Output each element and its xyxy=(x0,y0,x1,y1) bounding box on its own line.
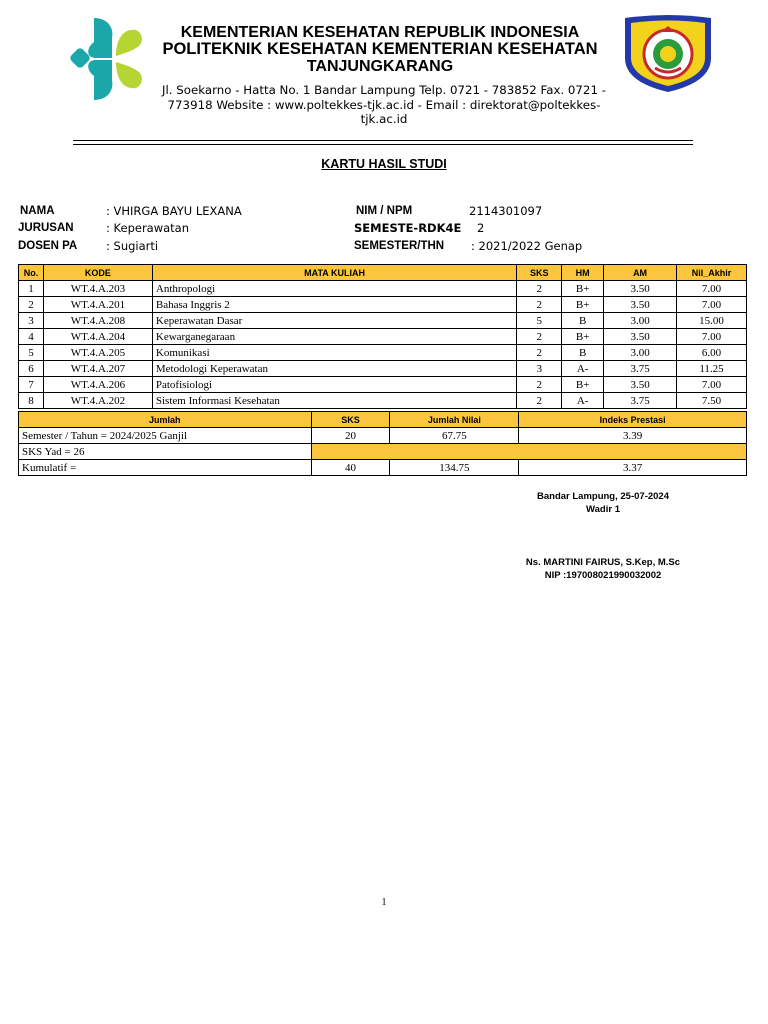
table-row xyxy=(19,361,747,377)
table-row xyxy=(19,329,747,345)
row-kode-cell: WT.4.A.204 xyxy=(43,329,152,345)
summary-header-ip: Indeks Prestasi xyxy=(519,412,747,428)
nama-value: : VHIRGA BAYU LEXANA xyxy=(106,204,242,218)
row-hm-cell: B+ xyxy=(562,377,604,393)
row-no-cell: 5 xyxy=(19,345,44,361)
semester-label: SEMESTE-RDK4E xyxy=(354,221,462,235)
row-no-cell: 2 xyxy=(19,297,44,313)
kumulatif-ip-cell: 3.37 xyxy=(519,460,747,476)
semester-value: 2 xyxy=(477,221,485,235)
row-no-cell: 3 xyxy=(19,313,44,329)
dosen-label: DOSEN PA xyxy=(18,240,78,252)
row-no-cell: 8 xyxy=(19,393,44,409)
row-am-cell: 3.50 xyxy=(604,281,677,297)
row-sks-cell: 2 xyxy=(517,297,562,313)
row-nil-akhir-cell: 7.00 xyxy=(677,329,747,345)
header-line-1: KEMENTERIAN KESEHATAN REPUBLIK INDONESIA xyxy=(180,24,580,41)
summary-header-jumlah: Jumlah xyxy=(19,412,312,428)
signature-place-date: Bandar Lampung, 25-07-2024 xyxy=(537,491,669,502)
table-row xyxy=(19,377,747,393)
row-nil-akhir-cell: 7.00 xyxy=(677,377,747,393)
kumulatif-label-cell: Kumulatif = xyxy=(19,460,312,476)
table-row xyxy=(19,297,747,313)
semester-thn-value: : 2021/2022 Genap xyxy=(471,239,583,253)
kemenkes-logo-icon xyxy=(52,14,148,106)
row-kode-cell: WT.4.A.207 xyxy=(43,361,152,377)
row-no-cell: 4 xyxy=(19,329,44,345)
row-mata-kuliah-cell: Anthropologi xyxy=(152,281,516,297)
row-nil-akhir-cell: 7.00 xyxy=(677,281,747,297)
row-sks-cell: 2 xyxy=(517,281,562,297)
row-sks-cell: 2 xyxy=(517,393,562,409)
poltekkes-emblem-icon xyxy=(621,14,715,94)
course-table xyxy=(18,264,747,409)
row-nil-akhir-cell: 7.00 xyxy=(677,297,747,313)
row-am-cell: 3.00 xyxy=(604,345,677,361)
row-am-cell: 3.50 xyxy=(604,297,677,313)
signature-position: Wadir 1 xyxy=(586,504,620,515)
col-header-hm: HM xyxy=(562,265,604,281)
row-mata-kuliah-cell: Sistem Informasi Kesehatan xyxy=(152,393,516,409)
col-header-sks: SKS xyxy=(517,265,562,281)
jurusan-label: JURUSAN xyxy=(18,222,74,234)
row-hm-cell: B xyxy=(562,313,604,329)
jurusan-value: : Keperawatan xyxy=(106,221,190,235)
header-divider-top xyxy=(73,140,693,141)
row-sks-cell: 3 xyxy=(517,361,562,377)
course-table-header xyxy=(19,265,747,281)
kumulatif-nilai-cell: 134.75 xyxy=(390,460,519,476)
summary-row-semester xyxy=(19,428,747,444)
table-row xyxy=(19,281,747,297)
document-title: KARTU HASIL STUDI xyxy=(321,157,447,171)
row-kode-cell: WT.4.A.202 xyxy=(43,393,152,409)
row-mata-kuliah-cell: Komunikasi xyxy=(152,345,516,361)
sks-yad-cell: SKS Yad = 26 xyxy=(19,444,312,460)
semester-label-cell: Semester / Tahun = 2024/2025 Ganjil xyxy=(19,428,312,444)
row-hm-cell: A- xyxy=(562,361,604,377)
header-line-2: POLITEKNIK KESEHATAN KEMENTERIAN KESEHATAN xyxy=(162,40,598,58)
row-kode-cell: WT.4.A.203 xyxy=(43,281,152,297)
row-mata-kuliah-cell: Metodologi Keperawatan xyxy=(152,361,516,377)
row-hm-cell: B+ xyxy=(562,281,604,297)
summary-row-kumulatif xyxy=(19,460,747,476)
col-header-nil-akhir: Nil_Akhir xyxy=(677,265,747,281)
sks-yad-fill xyxy=(311,444,746,460)
row-mata-kuliah-cell: Keperawatan Dasar xyxy=(152,313,516,329)
row-am-cell: 3.50 xyxy=(604,377,677,393)
summary-header-jumlah-nilai: Jumlah Nilai xyxy=(390,412,519,428)
row-am-cell: 3.00 xyxy=(604,313,677,329)
row-hm-cell: B+ xyxy=(562,329,604,345)
row-mata-kuliah-cell: Patofisiologi xyxy=(152,377,516,393)
row-no-cell: 7 xyxy=(19,377,44,393)
row-nil-akhir-cell: 11.25 xyxy=(677,361,747,377)
row-no-cell: 1 xyxy=(19,281,44,297)
nim-value: 2114301097 xyxy=(469,204,543,218)
summary-table xyxy=(18,411,747,476)
semester-nilai-cell: 67.75 xyxy=(390,428,519,444)
row-hm-cell: A- xyxy=(562,393,604,409)
row-hm-cell: B+ xyxy=(562,297,604,313)
row-sks-cell: 2 xyxy=(517,329,562,345)
col-header-am: AM xyxy=(604,265,677,281)
header-divider-bottom xyxy=(73,144,693,145)
semester-thn-label: SEMESTER/THN xyxy=(354,240,445,252)
signature-name: Ns. MARTINI FAIRUS, S.Kep, M.Sc xyxy=(525,557,681,568)
summary-row-sks-yad xyxy=(19,444,747,460)
signature-nip: NIP :197008021990032002 xyxy=(544,570,662,581)
nim-label: NIM / NPM xyxy=(356,205,413,217)
row-am-cell: 3.75 xyxy=(604,393,677,409)
row-sks-cell: 5 xyxy=(517,313,562,329)
row-kode-cell: WT.4.A.201 xyxy=(43,297,152,313)
kumulatif-sks-cell: 40 xyxy=(311,460,390,476)
row-nil-akhir-cell: 15.00 xyxy=(677,313,747,329)
nama-label: NAMA xyxy=(20,205,55,217)
header-line-3: TANJUNGKARANG xyxy=(306,58,454,75)
summary-header xyxy=(19,412,747,428)
dosen-value: : Sugiarti xyxy=(106,239,159,253)
row-no-cell: 6 xyxy=(19,361,44,377)
row-sks-cell: 2 xyxy=(517,377,562,393)
semester-ip-cell: 3.39 xyxy=(519,428,747,444)
row-nil-akhir-cell: 6.00 xyxy=(677,345,747,361)
col-header-kode: KODE xyxy=(43,265,152,281)
table-row xyxy=(19,393,747,409)
header-address: Jl. Soekarno - Hatta No. 1 Bandar Lampung Telp. 0721 - 783852 Fax. 0721 - 773918 Website : www.poltekkes-tjk.ac.id - Email : direktorat@poltekkes-tjk.ac.id xyxy=(162,83,606,126)
summary-header-sks: SKS xyxy=(311,412,390,428)
page-number: 1 xyxy=(381,897,387,908)
row-kode-cell: WT.4.A.206 xyxy=(43,377,152,393)
row-mata-kuliah-cell: Bahasa Inggris 2 xyxy=(152,297,516,313)
col-header-no: No. xyxy=(19,265,44,281)
row-mata-kuliah-cell: Kewarganegaraan xyxy=(152,329,516,345)
row-sks-cell: 2 xyxy=(517,345,562,361)
row-kode-cell: WT.4.A.208 xyxy=(43,313,152,329)
row-hm-cell: B xyxy=(562,345,604,361)
table-row xyxy=(19,313,747,329)
semester-sks-cell: 20 xyxy=(311,428,390,444)
row-kode-cell: WT.4.A.205 xyxy=(43,345,152,361)
table-row xyxy=(19,345,747,361)
row-am-cell: 3.75 xyxy=(604,361,677,377)
row-nil-akhir-cell: 7.50 xyxy=(677,393,747,409)
row-am-cell: 3.50 xyxy=(604,329,677,345)
col-header-mata-kuliah: MATA KULIAH xyxy=(152,265,516,281)
